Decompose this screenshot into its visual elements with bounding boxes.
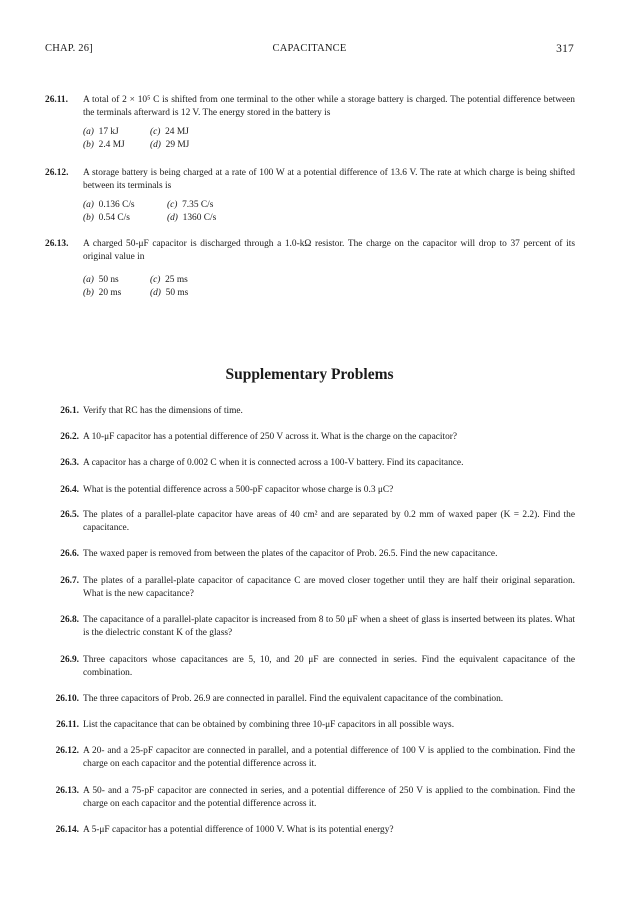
problem-text: List the capacitance that can be obtained by combining three 10-μF capacitors in all possible ways.	[83, 720, 455, 730]
option-value: 29 MJ	[165, 140, 190, 150]
supplementary-problem	[45, 824, 575, 837]
option-label: (b)	[83, 140, 94, 150]
option-value: 0.136 C/s	[98, 200, 135, 210]
option-value: 50 ns	[98, 275, 119, 285]
option-label: (a)	[83, 127, 94, 137]
supplementary-problem	[45, 785, 575, 811]
problem-number: 26.6.	[60, 549, 79, 559]
mcq-problem	[45, 94, 575, 150]
problem-number: 26.13.	[55, 786, 79, 796]
problem-number: 26.8.	[60, 615, 79, 625]
option-label: (b)	[83, 213, 94, 223]
option-label: (c)	[150, 127, 161, 137]
supplementary-problem	[45, 693, 575, 706]
option-label: (d)	[150, 288, 161, 298]
option-value: 17 kJ	[98, 127, 119, 137]
problem-text: A 20- and a 25-pF capacitor are connected in parallel, and a potential difference of 100 V is applied to the combination. Find the charge on each capacitor and the potential difference across it.	[83, 746, 575, 769]
option-label: (c)	[150, 275, 161, 285]
chapter-title: CAPACITANCE	[272, 43, 347, 54]
option-label: (c)	[167, 200, 178, 210]
option-value: 7.35 C/s	[182, 200, 214, 210]
problem-number: 26.2.	[60, 432, 79, 442]
problem-number: 26.10.	[55, 694, 79, 704]
problem-text: The plates of a parallel-plate capacitor of capacitance C are moved closer together until they are half their original separation. What is the new capacitance?	[83, 576, 575, 599]
problem-number: 26.1.	[60, 406, 79, 416]
problem-text: A storage battery is being charged at a rate of 100 W at a potential difference of 13.6 V. The rate at which charge is being shifted between its terminals is	[83, 168, 575, 191]
supplementary-problem	[45, 548, 575, 561]
problem-number: 26.11.	[45, 95, 68, 105]
problem-text: A total of 2 × 10⁵ C is shifted from one terminal to the other while a storage battery is charged. The potential difference between the terminals afterward is 12 V. The energy stored in the battery is	[83, 95, 575, 118]
option-label: (a)	[83, 200, 94, 210]
supplementary-problem	[45, 484, 575, 497]
problem-text: A capacitor has a charge of 0.002 C when it is connected across a 100-V battery. Find its capacitance.	[83, 458, 464, 468]
problem-text: The plates of a parallel-plate capacitor have areas of 40 cm² and are separated by 0.2 mm of waxed paper (K = 2.2). Find the capacitance.	[83, 510, 575, 533]
supplementary-problem	[45, 457, 575, 470]
problem-text: The waxed paper is removed from between the plates of the capacitor of Prob. 26.5. Find the new capacitance.	[83, 549, 498, 559]
option-value: 50 ms	[165, 288, 189, 298]
problem-text: The three capacitors of Prob. 26.9 are connected in parallel. Find the equivalent capacitance of the combination.	[83, 694, 504, 704]
mcq-problem	[45, 167, 575, 223]
supplementary-problem	[45, 431, 575, 444]
problem-number: 26.9.	[60, 655, 79, 665]
supplementary-problem	[45, 405, 575, 418]
problem-text: Verify that RC has the dimensions of time.	[83, 406, 243, 416]
problem-number: 26.12.	[55, 746, 79, 756]
section-title: Supplementary Problems	[225, 366, 394, 383]
supplementary-problem	[45, 719, 575, 732]
supplementary-problem	[45, 614, 575, 640]
problem-text: A 5-μF capacitor has a potential difference of 1000 V. What is its potential energy?	[83, 825, 394, 835]
option-label: (b)	[83, 288, 94, 298]
supplementary-problem	[45, 575, 575, 601]
option-value: 20 ms	[98, 288, 122, 298]
option-value: 2.4 MJ	[98, 140, 125, 150]
problem-text: The capacitance of a parallel-plate capacitor is increased from 8 to 50 μF when a sheet of glass is inserted between its plates. What is the dielectric constant K of the glass?	[83, 615, 575, 638]
option-label: (a)	[83, 275, 94, 285]
page-number: 317	[556, 43, 574, 55]
option-value: 1360 C/s	[182, 213, 217, 223]
problem-number: 26.7.	[60, 576, 79, 586]
problem-text: What is the potential difference across a 500-pF capacitor whose charge is 0.3 μC?	[83, 485, 394, 495]
problem-text: A charged 50-μF capacitor is discharged through a 1.0-kΩ resistor. The charge on the capacitor will drop to 37 percent of its original value in	[83, 239, 575, 262]
problem-number: 26.5.	[60, 510, 79, 520]
supplementary-problem	[45, 654, 575, 680]
option-value: 0.54 C/s	[98, 213, 130, 223]
chapter-label: CHAP. 26]	[45, 43, 93, 54]
problem-text: A 10-μF capacitor has a potential difference of 250 V across it. What is the charge on the capacitor?	[83, 432, 458, 442]
option-label: (d)	[150, 140, 161, 150]
problem-text: Three capacitors whose capacitances are 5, 10, and 20 μF are connected in series. Find the equivalent capacitance of the combination.	[83, 655, 575, 678]
problem-number: 26.3.	[60, 458, 79, 468]
problem-number: 26.11.	[56, 720, 79, 730]
mcq-problem	[45, 238, 575, 298]
option-label: (d)	[167, 213, 178, 223]
problem-text: A 50- and a 75-pF capacitor are connected in series, and a potential difference of 250 V is applied to the combination. Find the charge on each capacitor and the potential difference across it.	[83, 786, 575, 809]
problem-number: 26.4.	[60, 485, 79, 495]
problem-number: 26.12.	[45, 168, 69, 178]
supplementary-problem	[45, 745, 575, 771]
problem-number: 26.14.	[55, 825, 79, 835]
supplementary-problem	[45, 509, 575, 535]
option-value: 24 MJ	[165, 127, 189, 137]
option-value: 25 ms	[165, 275, 188, 285]
problem-number: 26.13.	[45, 239, 69, 249]
